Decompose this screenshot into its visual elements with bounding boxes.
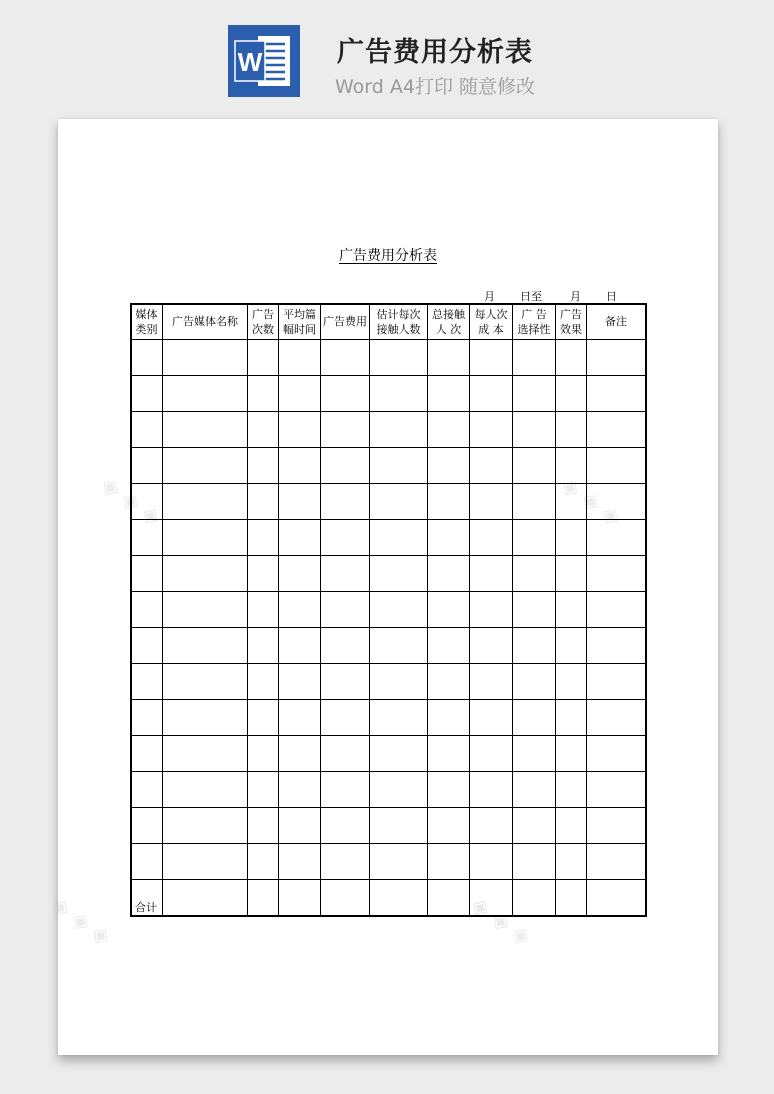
table-cell[interactable]	[131, 808, 163, 844]
column-header	[513, 304, 556, 340]
table-cell[interactable]	[556, 592, 587, 628]
table-cell[interactable]	[321, 880, 370, 916]
column-header	[321, 304, 370, 340]
table-cell[interactable]	[163, 484, 248, 520]
table-cell[interactable]	[556, 376, 587, 412]
table-cell[interactable]	[556, 700, 587, 736]
table-cell[interactable]	[556, 628, 587, 664]
table-cell[interactable]	[370, 664, 428, 700]
table-cell[interactable]	[587, 484, 646, 520]
table-cell[interactable]	[163, 808, 248, 844]
column-header-line: 幅时间	[283, 322, 316, 336]
table-cell[interactable]	[556, 412, 587, 448]
table-cell[interactable]	[556, 340, 587, 376]
table-cell[interactable]	[587, 412, 646, 448]
table-cell[interactable]	[428, 736, 470, 772]
table-cell[interactable]	[321, 520, 370, 556]
table-cell[interactable]	[470, 880, 513, 916]
table-cell[interactable]	[513, 880, 556, 916]
column-header-line: 广告	[560, 307, 582, 321]
table-cell[interactable]	[163, 880, 248, 916]
table-cell[interactable]	[321, 808, 370, 844]
total-row	[131, 880, 646, 916]
date-day-to: 日至	[520, 290, 542, 303]
table-cell[interactable]	[321, 448, 370, 484]
table-cell[interactable]	[131, 628, 163, 664]
table-cell[interactable]	[163, 448, 248, 484]
table-cell[interactable]	[370, 340, 428, 376]
header-title: 广告费用分析表	[337, 37, 533, 68]
table-cell[interactable]	[163, 340, 248, 376]
table-cell[interactable]	[513, 808, 556, 844]
table-cell[interactable]	[279, 880, 321, 916]
table-cell[interactable]	[131, 592, 163, 628]
table-cell[interactable]	[163, 628, 248, 664]
table-cell[interactable]	[587, 844, 646, 880]
table-cell[interactable]	[513, 412, 556, 448]
table-cell[interactable]	[163, 520, 248, 556]
table-cell[interactable]	[470, 556, 513, 592]
table-cell[interactable]	[370, 520, 428, 556]
table-cell[interactable]	[131, 412, 163, 448]
table-cell[interactable]	[248, 376, 279, 412]
table-cell[interactable]	[470, 592, 513, 628]
table-row	[131, 520, 646, 556]
watermark: ◈ ◈ ◈	[466, 892, 536, 951]
watermark: ◈ ◈ ◈	[556, 472, 626, 531]
table-cell[interactable]	[279, 736, 321, 772]
table-cell[interactable]	[556, 808, 587, 844]
table-cell[interactable]	[428, 376, 470, 412]
table-cell[interactable]	[163, 844, 248, 880]
column-header	[587, 304, 646, 340]
table-cell[interactable]	[279, 664, 321, 700]
column-header-line: 选择性	[517, 322, 551, 336]
column-header-line: 人 次	[435, 322, 462, 336]
table-cell[interactable]	[321, 664, 370, 700]
table-cell[interactable]	[279, 376, 321, 412]
table-cell[interactable]	[428, 844, 470, 880]
table-cell[interactable]	[321, 376, 370, 412]
table-cell[interactable]	[370, 412, 428, 448]
table-cell[interactable]	[131, 772, 163, 808]
column-header-line: 广告	[252, 307, 274, 321]
table-cell[interactable]	[587, 664, 646, 700]
table-cell[interactable]	[513, 592, 556, 628]
table-cell[interactable]	[428, 808, 470, 844]
watermark: ◈ ◈ ◈	[96, 472, 166, 531]
table-cell[interactable]	[470, 376, 513, 412]
table-cell[interactable]	[131, 520, 163, 556]
table-cell[interactable]	[131, 844, 163, 880]
table-cell[interactable]	[248, 808, 279, 844]
table-cell[interactable]	[513, 700, 556, 736]
table-cell[interactable]	[556, 880, 587, 916]
table-cell[interactable]	[321, 340, 370, 376]
table-cell[interactable]	[556, 556, 587, 592]
table-row	[131, 664, 646, 700]
column-header	[428, 304, 470, 340]
table-cell[interactable]	[587, 628, 646, 664]
column-header-line: 广 告	[521, 307, 547, 321]
table-cell[interactable]	[587, 340, 646, 376]
column-header	[470, 304, 513, 340]
table-cell[interactable]	[513, 736, 556, 772]
date-month-2: 月	[570, 290, 581, 303]
column-header-line: 广告费用	[323, 315, 367, 328]
table-cell[interactable]	[470, 448, 513, 484]
word-icon	[228, 25, 300, 97]
table-cell[interactable]	[321, 736, 370, 772]
table-cell[interactable]	[131, 484, 163, 520]
column-header-line: 总接触	[432, 307, 465, 321]
table-cell[interactable]	[248, 556, 279, 592]
table-cell[interactable]	[163, 736, 248, 772]
table-cell[interactable]	[513, 664, 556, 700]
table-row	[131, 808, 646, 844]
table-cell[interactable]	[428, 700, 470, 736]
ad-cost-table	[130, 303, 646, 916]
table-cell[interactable]	[248, 628, 279, 664]
table-cell[interactable]	[131, 448, 163, 484]
column-header-line: 效果	[560, 322, 582, 336]
table-cell[interactable]	[370, 376, 428, 412]
table-cell[interactable]	[587, 736, 646, 772]
table-cell[interactable]	[470, 844, 513, 880]
table-cell[interactable]	[587, 808, 646, 844]
table-cell[interactable]	[131, 664, 163, 700]
column-header-line: 广告媒体名称	[172, 315, 238, 328]
column-header	[370, 304, 428, 340]
column-header-line: 平均篇	[283, 307, 316, 321]
table-cell[interactable]	[428, 592, 470, 628]
table-cell[interactable]	[321, 484, 370, 520]
column-header-line: 成 本	[478, 322, 504, 336]
table-cell[interactable]	[470, 700, 513, 736]
table-cell[interactable]	[587, 592, 646, 628]
table-cell[interactable]	[470, 736, 513, 772]
table-cell[interactable]	[428, 664, 470, 700]
table-cell[interactable]	[248, 448, 279, 484]
table-cell[interactable]	[321, 556, 370, 592]
document-title	[58, 245, 718, 265]
table-cell[interactable]	[163, 700, 248, 736]
table-cell[interactable]	[370, 448, 428, 484]
table-row	[131, 376, 646, 412]
column-header	[131, 304, 163, 340]
table-cell[interactable]	[321, 844, 370, 880]
table-cell[interactable]	[587, 880, 646, 916]
table-cell[interactable]	[279, 844, 321, 880]
table-cell[interactable]	[428, 484, 470, 520]
table-cell[interactable]	[513, 448, 556, 484]
table-row	[131, 844, 646, 880]
table-cell[interactable]	[470, 808, 513, 844]
table-cell[interactable]	[513, 844, 556, 880]
table-cell[interactable]	[470, 484, 513, 520]
table-cell[interactable]	[279, 700, 321, 736]
table-cell[interactable]	[428, 340, 470, 376]
column-header-line: 类别	[135, 322, 158, 336]
table-cell[interactable]	[131, 556, 163, 592]
table-cell[interactable]	[248, 340, 279, 376]
column-header-line: 备注	[605, 315, 627, 328]
table-cell[interactable]	[428, 412, 470, 448]
table-row	[131, 484, 646, 520]
table-cell[interactable]	[131, 340, 163, 376]
table-cell[interactable]	[370, 808, 428, 844]
table-cell[interactable]	[428, 448, 470, 484]
table-cell[interactable]	[163, 664, 248, 700]
table-cell[interactable]	[556, 520, 587, 556]
table-row	[131, 448, 646, 484]
table-cell[interactable]	[470, 520, 513, 556]
table-cell[interactable]	[131, 376, 163, 412]
table-cell[interactable]	[587, 700, 646, 736]
table-cell[interactable]	[556, 448, 587, 484]
table-cell[interactable]	[556, 484, 587, 520]
table-body	[131, 340, 646, 916]
table-cell[interactable]	[163, 772, 248, 808]
table-cell[interactable]	[248, 520, 279, 556]
table-cell[interactable]	[248, 772, 279, 808]
column-header	[556, 304, 587, 340]
table-cell[interactable]	[279, 520, 321, 556]
table-cell[interactable]	[587, 448, 646, 484]
table-row	[131, 340, 646, 376]
table-cell[interactable]	[513, 520, 556, 556]
table-cell[interactable]	[513, 340, 556, 376]
table-cell[interactable]	[248, 736, 279, 772]
table-cell[interactable]	[513, 556, 556, 592]
table-cell[interactable]	[428, 520, 470, 556]
table-row	[131, 592, 646, 628]
table-cell[interactable]	[556, 772, 587, 808]
table-cell[interactable]	[248, 592, 279, 628]
total-label: 合计	[131, 880, 163, 916]
table-cell[interactable]	[163, 592, 248, 628]
table-cell[interactable]	[370, 880, 428, 916]
table-header-row	[131, 304, 646, 340]
column-header-line: 媒体	[135, 307, 158, 321]
table-cell[interactable]	[248, 700, 279, 736]
column-header	[248, 304, 279, 340]
table-cell[interactable]	[248, 844, 279, 880]
table-cell[interactable]	[556, 844, 587, 880]
table-cell[interactable]	[470, 772, 513, 808]
table-row	[131, 700, 646, 736]
table-cell[interactable]	[370, 700, 428, 736]
table-cell[interactable]	[428, 556, 470, 592]
table-cell[interactable]	[587, 556, 646, 592]
table-cell[interactable]	[321, 772, 370, 808]
document-title-text: 广告费用分析表	[339, 248, 437, 264]
word-icon-letter: W	[237, 47, 263, 77]
table-cell[interactable]	[248, 880, 279, 916]
table-cell[interactable]	[279, 484, 321, 520]
table-cell[interactable]	[321, 628, 370, 664]
table-cell[interactable]	[279, 772, 321, 808]
table-cell[interactable]	[556, 664, 587, 700]
table-cell[interactable]	[513, 772, 556, 808]
date-month-1: 月	[484, 290, 495, 303]
page-header	[0, 0, 774, 110]
table-cell[interactable]	[163, 556, 248, 592]
table-row	[131, 412, 646, 448]
table-cell[interactable]	[513, 628, 556, 664]
table-cell[interactable]	[470, 628, 513, 664]
column-header-line: 接触人数	[376, 322, 421, 336]
table-cell[interactable]	[279, 448, 321, 484]
table-cell[interactable]	[470, 340, 513, 376]
table-cell[interactable]	[279, 340, 321, 376]
table-cell[interactable]	[279, 556, 321, 592]
table-cell[interactable]	[513, 484, 556, 520]
table-cell[interactable]	[370, 844, 428, 880]
table-row	[131, 628, 646, 664]
table-cell[interactable]	[587, 520, 646, 556]
watermark: ◈ ◈ ◈	[46, 892, 116, 951]
column-header	[163, 304, 248, 340]
table-cell[interactable]	[370, 628, 428, 664]
table-cell[interactable]	[279, 412, 321, 448]
column-header	[279, 304, 321, 340]
table-cell[interactable]	[428, 880, 470, 916]
table-cell[interactable]	[321, 592, 370, 628]
table-cell[interactable]	[428, 772, 470, 808]
table-cell[interactable]	[131, 700, 163, 736]
table-cell[interactable]	[470, 664, 513, 700]
table-row	[131, 772, 646, 808]
column-header-line: 每人次	[474, 307, 508, 321]
table-cell[interactable]	[370, 556, 428, 592]
table-cell[interactable]	[556, 736, 587, 772]
table-cell[interactable]	[428, 628, 470, 664]
table-cell[interactable]	[370, 772, 428, 808]
table-cell[interactable]	[587, 376, 646, 412]
table-cell[interactable]	[321, 412, 370, 448]
table-cell[interactable]	[279, 628, 321, 664]
table-cell[interactable]	[513, 376, 556, 412]
table-cell[interactable]	[279, 808, 321, 844]
table-cell[interactable]	[370, 592, 428, 628]
table-cell[interactable]	[248, 484, 279, 520]
table-cell[interactable]	[370, 484, 428, 520]
table-row	[131, 736, 646, 772]
table-cell[interactable]	[163, 376, 248, 412]
table-cell[interactable]	[163, 412, 248, 448]
table-cell[interactable]	[131, 736, 163, 772]
date-day-2: 日	[606, 290, 617, 303]
table-cell[interactable]	[370, 736, 428, 772]
table-cell[interactable]	[321, 700, 370, 736]
table-cell[interactable]	[587, 772, 646, 808]
column-header-line: 次数	[252, 322, 274, 336]
table-cell[interactable]	[279, 592, 321, 628]
table-cell[interactable]	[248, 664, 279, 700]
table-cell[interactable]	[470, 412, 513, 448]
column-header-line: 估计每次	[376, 307, 421, 321]
header-subtitle: Word A4打印 随意修改	[334, 76, 535, 98]
table-cell[interactable]	[248, 412, 279, 448]
table-row	[131, 556, 646, 592]
